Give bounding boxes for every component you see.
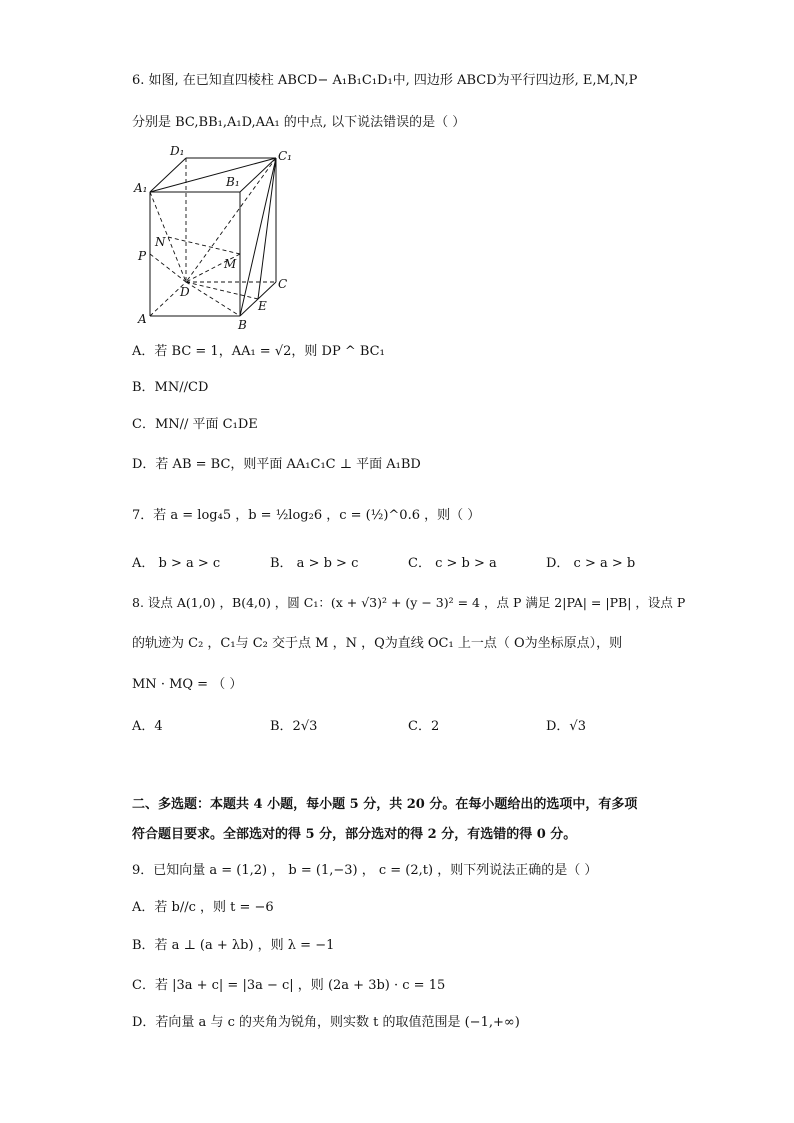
label-c: C bbox=[278, 277, 288, 291]
prism-figure bbox=[130, 140, 300, 335]
q7-option-d: D． c > a > b bbox=[546, 556, 636, 571]
label-b: B bbox=[238, 318, 247, 332]
label-d1: D₁ bbox=[170, 144, 185, 158]
label-d: D bbox=[180, 285, 190, 299]
q9-option-d: D．若向量 a 与 c 的夹角为锐角，则实数 t 的取值范围是 (−1,+∞) bbox=[132, 1015, 520, 1030]
q6-option-c: C．MN// 平面 C₁DE bbox=[132, 417, 258, 432]
section2-header-line1: 二、多选题：本题共 4 小题，每小题 5 分，共 20 分。在每小题给出的选项中，有多项 bbox=[132, 797, 638, 812]
q7-option-c: C． c > b > a bbox=[408, 556, 497, 571]
q8-options bbox=[132, 718, 692, 736]
label-p: P bbox=[138, 249, 147, 263]
label-a1: A₁ bbox=[134, 181, 148, 195]
label-n: N bbox=[155, 235, 166, 249]
q6-option-b: B．MN//CD bbox=[132, 380, 209, 395]
q8-option-a: A．4 bbox=[132, 719, 163, 734]
q8-stem-line3: MN · MQ = （ ） bbox=[132, 677, 243, 692]
hidden-db bbox=[186, 282, 240, 316]
q8-option-c: C．2 bbox=[408, 719, 440, 734]
q8-option-b: B．2√3 bbox=[270, 719, 318, 734]
q7-option-b: B． a > b > c bbox=[270, 556, 359, 571]
label-c1: C₁ bbox=[278, 149, 292, 163]
label-a: A bbox=[138, 312, 147, 326]
q9-option-a: A．若 b//c ，则 t = −6 bbox=[132, 900, 274, 915]
q6-option-a: A．若 BC = 1，AA₁ = √2，则 DP ^ BC₁ bbox=[132, 344, 385, 359]
q6-stem-line2: 分别是 BC,BB₁,A₁D,AA₁ 的中点, 以下说法错误的是（ ） bbox=[132, 115, 466, 130]
edge-c1b bbox=[240, 158, 276, 316]
q7-option-a: A． b > a > c bbox=[132, 556, 221, 571]
q8-option-d: D．√3 bbox=[546, 719, 586, 734]
q7-options bbox=[132, 555, 692, 573]
q6-option-d: D．若 AB = BC，则平面 AA₁C₁C ⊥ 平面 A₁BD bbox=[132, 457, 421, 472]
label-e: E bbox=[258, 299, 267, 313]
hidden-mn bbox=[168, 237, 240, 254]
q7-stem: 7．若 a = log₄5 ，b = ½log₂6 ，c = (½)^0.6 ，则（ ） bbox=[132, 508, 481, 523]
q8-stem-line1: 8. 设点 A(1,0) ，B(4,0) ，圆 C₁：(x + √3)² + (y − 3)² = 4 ，点 P 满足 2|PA| = |PB| ，设点 P bbox=[132, 595, 686, 610]
edge-c1e bbox=[258, 158, 276, 299]
q9-option-c: C．若 |3a + c| = |3a − c| ，则 (2a + 3b) · c = 15 bbox=[132, 978, 446, 993]
q9-stem: 9．已知向量 a = (1,2) ， b = (1,−3) ， c = (2,t) ，则下列说法正确的是（ ） bbox=[132, 863, 598, 878]
q9-option-b: B．若 a ⊥ (a + λb) ，则 λ = −1 bbox=[132, 938, 335, 953]
edge-a1c1 bbox=[150, 158, 276, 192]
hidden-pd bbox=[150, 254, 186, 282]
label-m: M bbox=[224, 257, 237, 271]
label-b1: B₁ bbox=[226, 175, 240, 189]
q6-stem-line1: 6. 如图, 在已知直四棱柱 ABCD− A₁B₁C₁D₁中, 四边形 ABCD为平行四边形, E,M,N,P bbox=[132, 73, 638, 88]
section2-header-line2: 符合题目要求。全部选对的得 5 分，部分选对的得 2 分，有选错的得 0 分。 bbox=[132, 827, 577, 842]
q8-stem-line2: 的轨迹为 C₂ ，C₁与 C₂ 交于点 M ，N ，Q为直线 OC₁ 上一点（ O为坐标原点），则 bbox=[132, 636, 623, 651]
